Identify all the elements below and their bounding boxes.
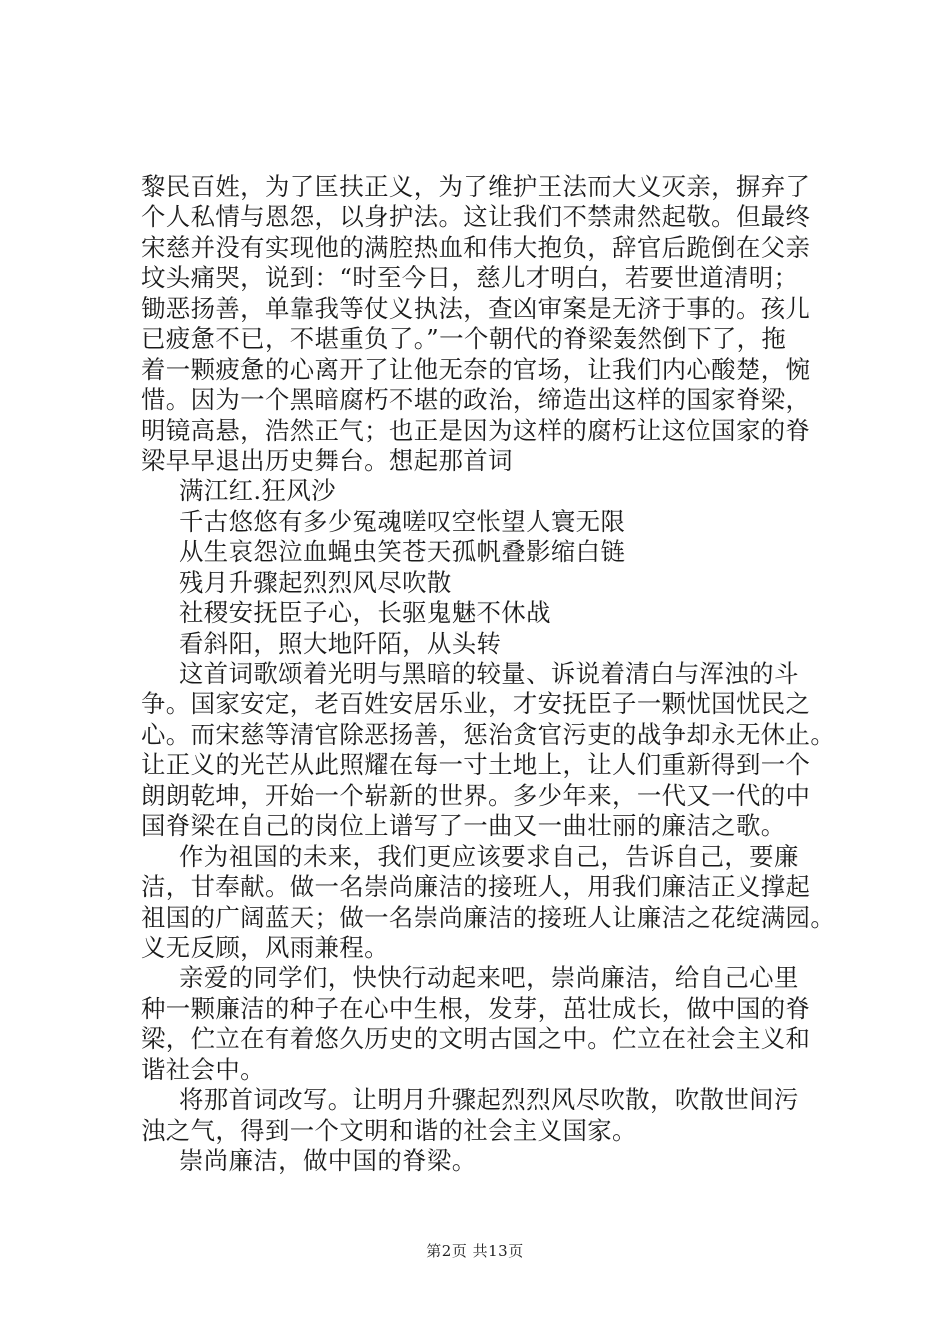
page-number-footer: 第2页 共13页 xyxy=(426,1242,524,1260)
text-line: 国脊梁在自己的岗位上谱写了一曲又一曲壮丽的廉洁之歌。 xyxy=(141,811,786,841)
text-line: 亲爱的同学们，快快行动起来吧，崇尚廉洁，给自己心里 xyxy=(179,963,799,993)
text-line: 崇尚廉洁，做中国的脊梁。 xyxy=(179,1146,477,1175)
text-line: 祖国的广阔蓝天；做一名崇尚廉洁的接班人让廉洁之花绽满园。 xyxy=(141,902,836,932)
text-line: 着一颗疲惫的心离开了让他无奈的官场，让我们内心酸楚，惋 xyxy=(141,354,811,384)
text-line: 千古悠悠有多少冤魂嗟叹空怅望人寰无限 xyxy=(179,506,626,536)
document-body xyxy=(141,172,836,1176)
text-line: 惜。因为一个黑暗腐朽不堪的政治，缔造出这样的国家脊梁， xyxy=(141,385,811,415)
text-line: 朗朗乾坤，开始一个崭新的世界。多少年来，一代又一代的中 xyxy=(141,780,811,810)
text-line: 这首词歌颂着光明与黑暗的较量、诉说着清白与浑浊的斗 xyxy=(179,659,799,688)
text-line: 义无反顾，风雨兼程。 xyxy=(141,932,389,962)
text-line: 锄恶扬善，单靠我等仗义执法，查凶审案是无济于事的。孩儿 xyxy=(141,293,811,323)
text-line: 看斜阳，照大地阡陌，从头转 xyxy=(179,628,502,658)
text-line: 个人私情与恩怨，以身护法。这让我们不禁肃然起敬。但最终 xyxy=(141,202,811,232)
text-line: 黎民百姓，为了匡扶正义，为了维护王法而大义灭亲，摒弃了 xyxy=(141,172,811,201)
text-line: 争。国家安定，老百姓安居乐业，才安抚臣子一颗忧国忧民之 xyxy=(141,689,811,719)
text-line: 残月升骤起烈烈风尽吹散 xyxy=(179,567,452,597)
text-line: 浊之气，得到一个文明和谐的社会主义国家。 xyxy=(141,1115,637,1145)
text-line: 洁，甘奉献。做一名崇尚廉洁的接班人，用我们廉洁正义撑起 xyxy=(141,872,811,902)
text-line: 从生哀怨泣血蝇虫笑苍天孤帆叠影缩白链 xyxy=(179,537,626,567)
text-line: 谐社会中。 xyxy=(141,1054,265,1084)
text-line: 作为祖国的未来，我们更应该要求自己，告诉自己，要廉 xyxy=(179,841,799,871)
text-line: 已疲惫不已，不堪重负了。”一个朝代的脊梁轰然倒下了，拖 xyxy=(141,324,787,354)
text-line: 满江红.狂风沙 xyxy=(179,476,336,506)
text-line: 梁早早退出历史舞台。想起那首词 xyxy=(141,445,513,475)
text-line: 梁，伫立在有着悠久历史的文明古国之中。伫立在社会主义和 xyxy=(141,1024,811,1054)
text-line: 坟头痛哭，说到：“时至今日，慈儿才明白，若要世道清明； xyxy=(141,263,799,293)
text-line: 明镜高悬，浩然正气；也正是因为这样的腐朽让这位国家的脊 xyxy=(141,415,811,445)
text-line: 将那首词改写。让明月升骤起烈烈风尽吹散，吹散世间污 xyxy=(179,1085,799,1115)
text-line: 种一颗廉洁的种子在心中生根，发芽，茁壮成长，做中国的脊 xyxy=(141,993,811,1023)
text-line: 宋慈并没有实现他的满腔热血和伟大抱负，辞官后跪倒在父亲 xyxy=(141,232,811,262)
text-line: 心。而宋慈等清官除恶扬善，惩治贪官污吏的战争却永无休止。 xyxy=(141,719,836,749)
text-line: 社稷安抚臣子心，长驱鬼魅不休战 xyxy=(179,598,551,628)
text-line: 让正义的光芒从此照耀在每一寸土地上，让人们重新得到一个 xyxy=(141,750,811,780)
